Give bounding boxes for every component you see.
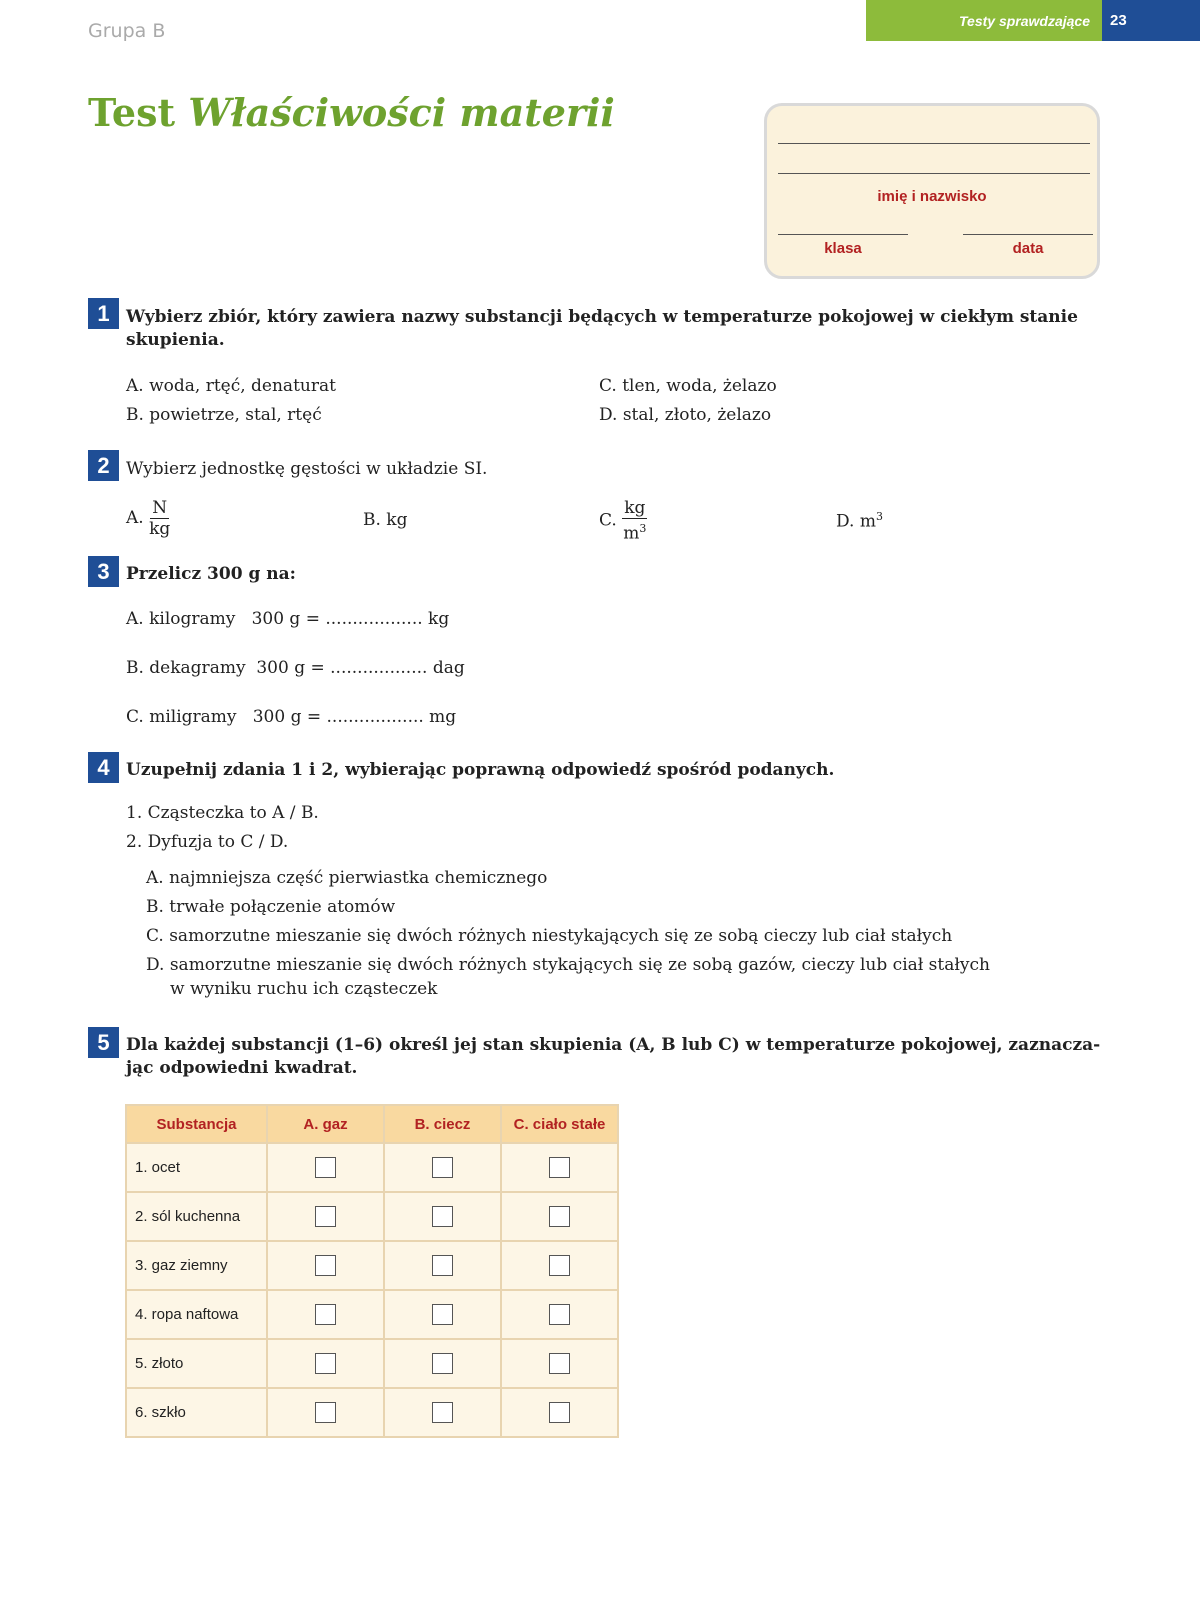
header-solid: C. ciało stałe [501, 1105, 618, 1143]
table-row [126, 1143, 618, 1192]
q2-a-label: A. [126, 508, 144, 528]
checkbox-solid[interactable] [549, 1255, 570, 1276]
q1-option-d[interactable]: D. stal, złoto, żelazo [599, 405, 772, 425]
table-header-row [126, 1105, 618, 1143]
substance-name: 3. gaz ziemny [126, 1241, 267, 1290]
q2-c-label: C. [599, 510, 617, 531]
question-4-text: Uzupełnij zdania 1 i 2, wybierając poprawną odpowiedź spośród podanych. [126, 760, 835, 780]
checkbox-liquid[interactable] [432, 1255, 453, 1276]
question-3-text: Przelicz 300 g na: [126, 564, 296, 584]
question-2-number: 2 [88, 450, 119, 481]
checkbox-liquid[interactable] [432, 1402, 453, 1423]
section-tab: Testy sprawdzające [866, 0, 1102, 41]
q4-option-d[interactable]: D. samorzutne mieszanie się dwóch różnych stykających się ze sobą gazów, cieczy lub ciał stałych [146, 955, 990, 975]
q2-a-denominator: kg [149, 519, 171, 539]
q4-option-b[interactable]: B. trwałe połączenie atomów [146, 897, 396, 917]
q2-a-numerator: N [152, 498, 168, 518]
substance-name: 6. szkło [126, 1388, 267, 1437]
substance-name: 2. sól kuchenna [126, 1192, 267, 1241]
q2-option-b[interactable]: B. kg [363, 510, 408, 530]
student-info-box [764, 103, 1100, 279]
q3-item-c[interactable]: C. miligramy 300 g = .................. mg [126, 707, 457, 727]
checkbox-liquid[interactable] [432, 1206, 453, 1227]
substance-name: 5. złoto [126, 1339, 267, 1388]
title-prefix: Test [88, 90, 176, 135]
name-label: imię i nazwisko [877, 188, 987, 205]
q4-sentence-1: 1. Cząsteczka to A / B. [126, 803, 319, 823]
date-line[interactable] [963, 234, 1093, 235]
substance-table [125, 1104, 619, 1438]
q2-option-d[interactable]: D. $m^3$ [836, 510, 883, 532]
q4-option-a[interactable]: A. najmniejsza część pierwiastka chemicznego [146, 868, 548, 888]
question-4-number: 4 [88, 752, 119, 783]
class-label: klasa [824, 240, 862, 257]
name-line-1[interactable] [778, 143, 1090, 144]
q3-item-b[interactable]: B. dekagramy 300 g = .................. dag [126, 658, 465, 678]
checkbox-solid[interactable] [549, 1206, 570, 1227]
checkbox-gas[interactable] [315, 1255, 336, 1276]
q2-c-denominator: $m^3$ [623, 522, 647, 544]
checkbox-liquid[interactable] [432, 1353, 453, 1374]
title-subject: Właściwości materii [188, 90, 615, 135]
q4-option-d-continued: w wyniku ruchu ich cząsteczek [170, 979, 438, 999]
page-title [88, 90, 615, 135]
name-line-2[interactable] [778, 173, 1090, 174]
question-3-number: 3 [88, 556, 119, 587]
header-substance: Substancja [126, 1105, 267, 1143]
table-row [126, 1192, 618, 1241]
substance-name: 1. ocet [126, 1143, 267, 1192]
q1-option-c[interactable]: C. tlen, woda, żelazo [599, 376, 777, 396]
checkbox-gas[interactable] [315, 1157, 336, 1178]
substance-name: 4. ropa naftowa [126, 1290, 267, 1339]
checkbox-solid[interactable] [549, 1402, 570, 1423]
q4-sentence-2: 2. Dyfuzja to C / D. [126, 832, 289, 852]
table-row [126, 1388, 618, 1437]
question-5-number: 5 [88, 1027, 119, 1058]
question-2-text: Wybierz jednostkę gęstości w układzie SI. [126, 459, 488, 479]
q2-option-a[interactable] [126, 498, 170, 539]
header-liquid: B. ciecz [384, 1105, 501, 1143]
checkbox-liquid[interactable] [432, 1157, 453, 1178]
page-number: 23 [1102, 0, 1200, 41]
checkbox-gas[interactable] [315, 1353, 336, 1374]
checkbox-gas[interactable] [315, 1206, 336, 1227]
table-row [126, 1241, 618, 1290]
checkbox-gas[interactable] [315, 1304, 336, 1325]
class-line[interactable] [778, 234, 908, 235]
question-1-text: Wybierz zbiór, który zawiera nazwy substancji będących w temperaturze pokojowej w ciekłym stanie skupienia. [126, 307, 1078, 350]
question-5-text: Dla każdej substancji (1–6) określ jej stan skupienia (A, B lub C) w temperaturze pokojowej, zaznacza-jąc odpowiedni kwadrat. [126, 1035, 1101, 1078]
header-gas: A. gaz [267, 1105, 384, 1143]
date-label: data [1012, 240, 1044, 257]
checkbox-liquid[interactable] [432, 1304, 453, 1325]
checkbox-solid[interactable] [549, 1157, 570, 1178]
q1-option-b[interactable]: B. powietrze, stal, rtęć [126, 405, 322, 425]
question-1-number: 1 [88, 298, 119, 329]
q2-c-numerator: kg [624, 498, 646, 518]
q2-c-fraction [622, 498, 647, 544]
q3-item-a[interactable]: A. kilogramy 300 g = .................. kg [126, 609, 450, 629]
checkbox-solid[interactable] [549, 1353, 570, 1374]
group-label: Grupa B [88, 20, 166, 42]
checkbox-gas[interactable] [315, 1402, 336, 1423]
q2-option-c[interactable] [599, 498, 647, 544]
table-row [126, 1290, 618, 1339]
q4-option-c[interactable]: C. samorzutne mieszanie się dwóch różnych niestykających się ze sobą cieczy lub ciał stałych [146, 926, 953, 946]
q2-a-fraction [149, 498, 170, 539]
checkbox-solid[interactable] [549, 1304, 570, 1325]
table-row [126, 1339, 618, 1388]
q1-option-a[interactable]: A. woda, rtęć, denaturat [126, 376, 336, 396]
